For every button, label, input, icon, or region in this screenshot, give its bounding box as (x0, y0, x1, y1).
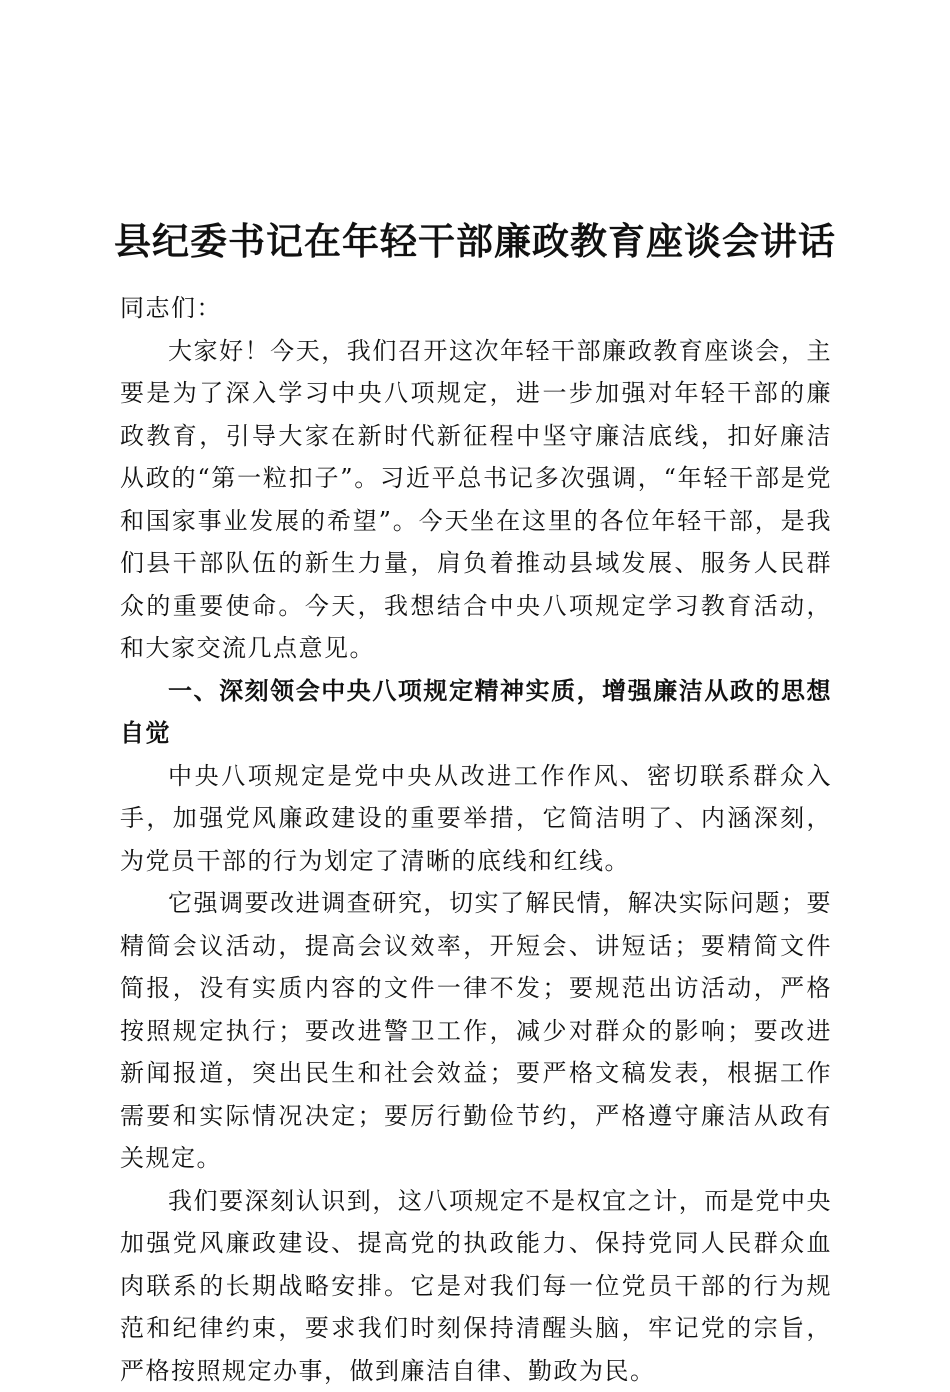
section-heading: 一、深刻领会中央八项规定精神实质，增强廉洁从政的思想自觉 (120, 670, 832, 755)
document-body (120, 287, 832, 1392)
section-paragraph-1: 中央八项规定是党中央从改进工作作风、密切联系群众入手，加强党风廉政建设的重要举措，它简洁明了、内涵深刻，为党员干部的行为划定了清晰的底线和红线。 (120, 755, 832, 883)
section-paragraph-2: 它强调要改进调查研究，切实了解民情，解决实际问题；要精简会议活动，提高会议效率，开短会、讲短话；要精简文件简报，没有实质内容的文件一律不发；要规范出访活动，严格按照规定执行；要改进警卫工作，减少对群众的影响；要改进新闻报道，突出民生和社会效益；要严格文稿发表，根据工作需要和实际情况决定；要厉行勤俭节约，严格遵守廉洁从政有关规定。 (120, 882, 832, 1180)
opening-paragraph: 大家好！今天，我们召开这次年轻干部廉政教育座谈会，主要是为了深入学习中央八项规定，进一步加强对年轻干部的廉政教育，引导大家在新时代新征程中坚守廉洁底线，扣好廉洁从政的“第一粒扣子”。习近平总书记多次强调，“年轻干部是党和国家事业发展的希望”。今天坐在这里的各位年轻干部，是我们县干部队伍的新生力量，肩负着推动县域发展、服务人民群众的重要使命。今天，我想结合中央八项规定学习教育活动，和大家交流几点意见。 (120, 330, 832, 670)
salutation: 同志们： (120, 287, 832, 330)
section-paragraph-3: 我们要深刻认识到，这八项规定不是权宜之计，而是党中央加强党风廉政建设、提高党的执政能力、保持党同人民群众血肉联系的长期战略安排。它是对我们每一位党员干部的行为规范和纪律约束，要求我们时刻保持清醒头脑，牢记党的宗旨，严格按照规定办事，做到廉洁自律、勤政为民。 (120, 1180, 832, 1392)
document-title: 县纪委书记在年轻干部廉政教育座谈会讲话 (0, 215, 950, 267)
